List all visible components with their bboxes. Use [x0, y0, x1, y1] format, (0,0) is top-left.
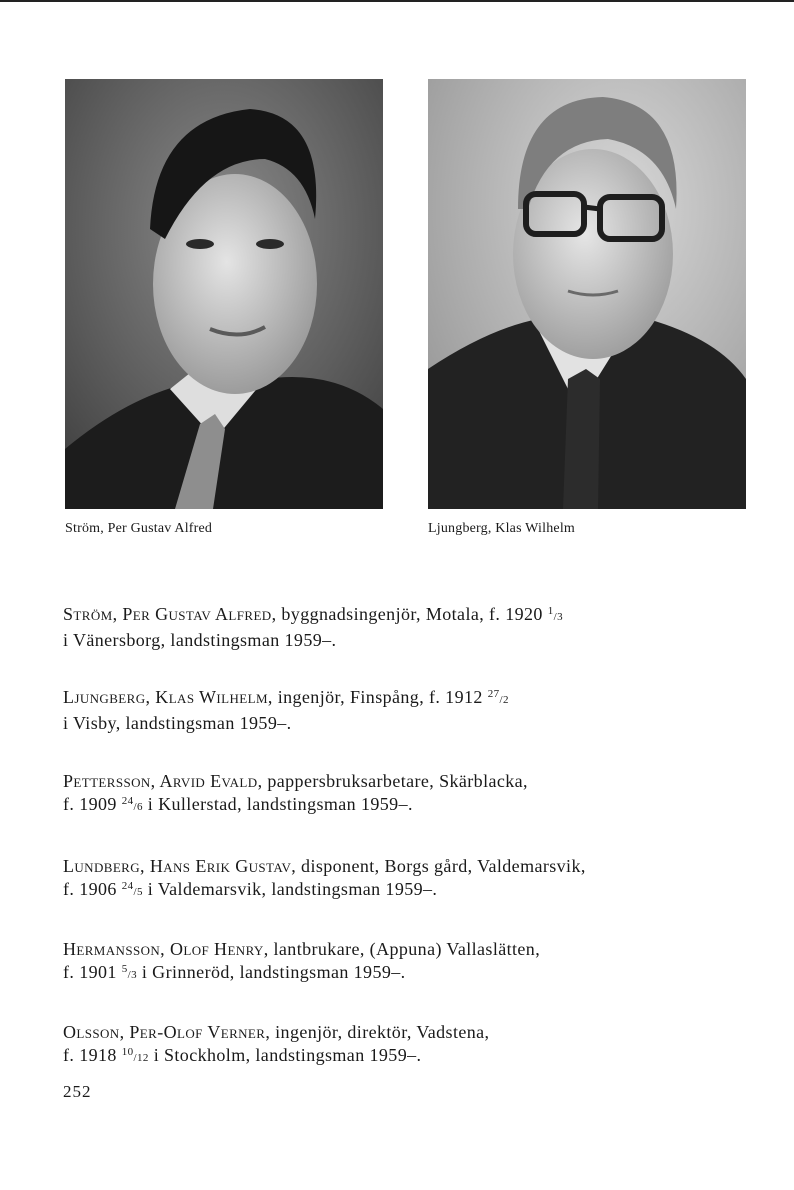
biography-entry: Ström, Per Gustav Alfred, byggnadsingenjör, Motala, f. 1920 $^1$/3 i Vänersborg, landstingsman 1959–.	[63, 604, 564, 650]
entry-name: Pettersson, Arvid Evald	[63, 771, 258, 791]
entry-text: f. 1906	[63, 879, 122, 899]
date-month: 3	[131, 969, 137, 981]
entry-name: Ljungberg, Klas Wilhelm	[63, 687, 268, 707]
date-day: 27	[487, 688, 500, 700]
date-month: 6	[136, 801, 143, 813]
entry-text: i Grinneröd, landstingsman 1959–.	[136, 962, 406, 982]
date-month: 12	[136, 1052, 149, 1064]
entry-text: i Stockholm, landstingsman 1959–.	[148, 1045, 422, 1065]
entry-text: f. 1901	[63, 962, 122, 982]
date-month: 2	[502, 694, 509, 706]
date-day: 10	[121, 1046, 134, 1058]
entry-text: , disponent, Borgs gård, Valdemarsvik,	[291, 856, 586, 876]
entry-text: , byggnadsingenjör, Motala, f. 1920	[271, 604, 548, 624]
entry-text: , pappersbruksarbetare, Skärblacka,	[257, 771, 528, 791]
entry-text: i Visby, landstingsman 1959–.	[63, 713, 292, 733]
entry-text: , ingenjör, direktör, Vadstena,	[265, 1022, 490, 1042]
biography-entry: Olsson, Per-Olof Verner, ingenjör, direktör, Vadstena, f. 1918 $^{10}$/12 i Stockholm, landstingsman 1959–.	[63, 1022, 490, 1065]
date-day: 1	[547, 605, 554, 617]
date-day: 5	[121, 963, 128, 975]
photo-caption-right: Ljungberg, Klas Wilhelm	[428, 521, 575, 536]
entry-name: Olsson, Per-Olof Verner	[63, 1022, 266, 1042]
entry-name: Hermansson, Olof Henry	[63, 939, 264, 959]
date-day: 24	[121, 795, 134, 807]
entry-text: f. 1918	[63, 1045, 122, 1065]
entry-text: , ingenjör, Finspång, f. 1912	[267, 687, 488, 707]
entry-name: Ström, Per Gustav Alfred	[63, 604, 272, 624]
date-day: 24	[121, 880, 134, 892]
entry-text: f. 1909	[63, 794, 122, 814]
date-month: 3	[557, 611, 564, 623]
entry-name: Lundberg, Hans Erik Gustav	[63, 856, 292, 876]
biography-entry: Pettersson, Arvid Evald, pappersbruksarbetare, Skärblacka, f. 1909 $^{24}$/6 i Kullerstad, landstingsman 1959–.	[63, 771, 528, 814]
entry-text: i Valdemarsvik, landstingsman 1959–.	[142, 879, 438, 899]
page-top-edge	[0, 0, 794, 2]
biography-entry: Ljungberg, Klas Wilhelm, ingenjör, Finspång, f. 1912 $^{27}$/2 i Visby, landstingsman 1959–.	[63, 687, 509, 733]
date-month: 5	[136, 886, 143, 898]
page-number: 252	[63, 1082, 92, 1101]
portrait-photo-ljungberg	[428, 79, 746, 509]
photo-caption-left: Ström, Per Gustav Alfred	[65, 521, 213, 536]
biography-entry: Hermansson, Olof Henry, lantbrukare, (Appuna) Vallaslätten, f. 1901 $^5$/3 i Grinneröd, landstingsman 1959–.	[63, 939, 541, 982]
entry-text: i Vänersborg, landstingsman 1959–.	[63, 630, 337, 650]
entry-text: i Kullerstad, landstingsman 1959–.	[142, 794, 413, 814]
biography-entry: Lundberg, Hans Erik Gustav, disponent, Borgs gård, Valdemarsvik, f. 1906 $^{24}$/5 i Valdemarsvik, landstingsman 1959–.	[63, 856, 586, 899]
entry-text: , lantbrukare, (Appuna) Vallaslätten,	[263, 939, 541, 959]
portrait-photo-strom	[65, 79, 383, 509]
